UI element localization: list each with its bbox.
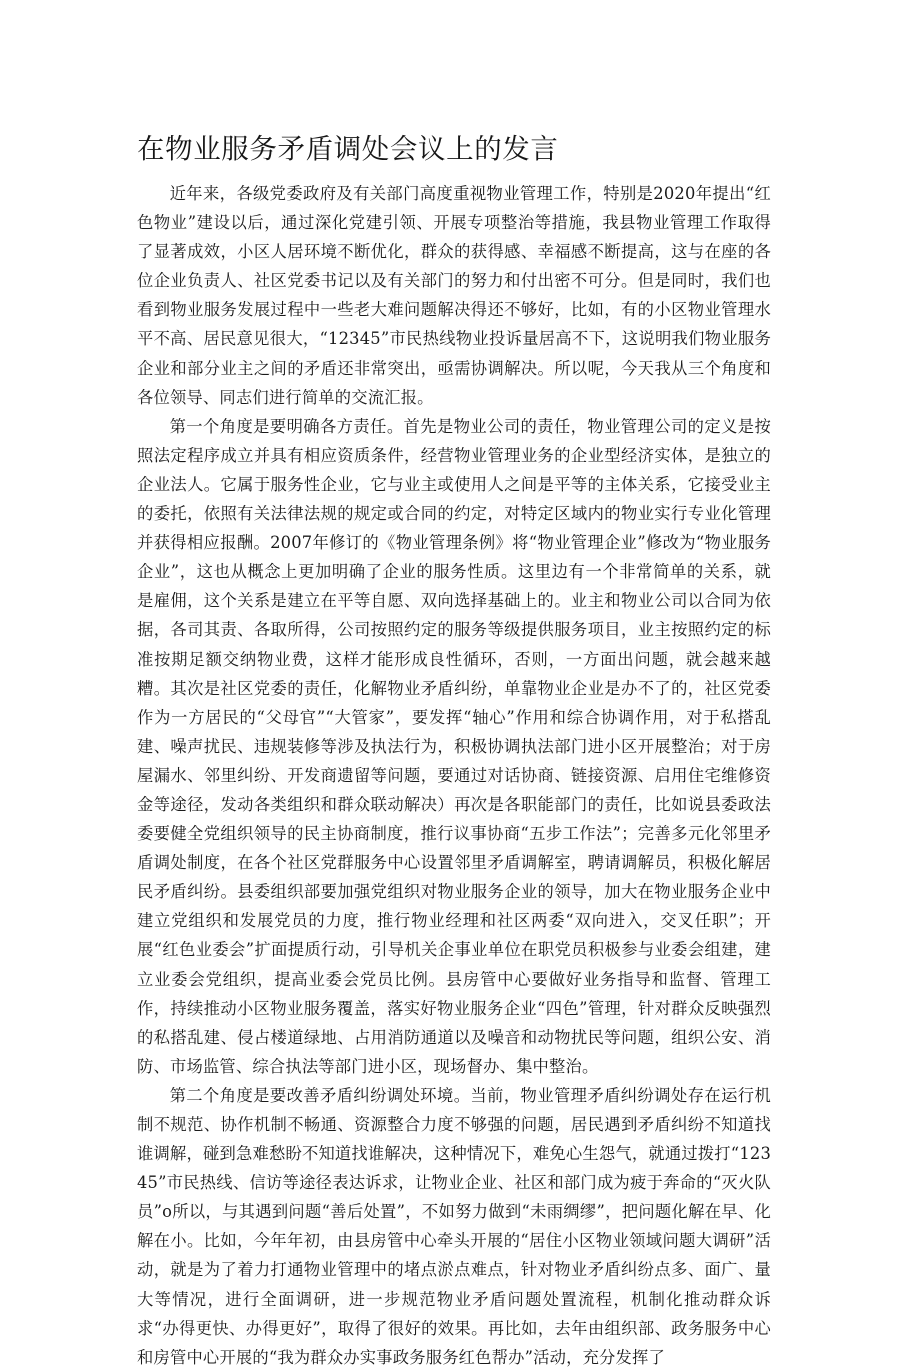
paragraph-responsibilities: 第一个角度是要明确各方责任。首先是物业公司的责任，物业管理公司的定义是按照法定程序成立并具有相应资质条件，经营物业管理业务的企业型经济实体，是独立的企业法人。它属于服务性企业，它与业主或使用人之间是平等的主体关系，它接受业主的委托，依照有关法律法规的规定或合同的约定，对特定区域内的物业实行专业化管理并获得相应报酬。2007年修订的《物业管理条例》将“物业管理企业”修改为“物业服务企业”，这也从概念上更加明确了企业的服务性质。这里边有一个非常简单的关系，就是雇佣，这个关系是建立在平等自愿、双向选择基础上的。业主和物业公司以合同为依据，各司其责、各取所得，公司按照约定的服务等级提供服务项目，业主按照约定的标准按期足额交纳物业费，这样才能形成良性循环，否则，一方面出问题，就会越来越糟。其次是社区党委的责任，化解物业矛盾纠纷，单靠物业企业是办不了的，社区党委作为一方居民的“父母官”“大管家”，要发挥“轴心”作用和综合协调作用，对于私搭乱建、噪声扰民、违规装修等涉及执法行为，积极协调执法部门进小区开展整治；对于房屋漏水、邻里纠纷、开发商遗留等问题，要通过对话协商、链接资源、启用住宅维修资金等途径，发动各类组织和群众联动解决）再次是各职能部门的责任，比如说县委政法委要健全党组织领导的民主协商制度，推行议事协商“五步工作法”；完善多元化邻里矛盾调处制度，在各个社区党群服务中心设置邻里矛盾调解室，聘请调解员，积极化解居民矛盾纠纷。县委组织部要加强党组织对物业服务企业的领导，加大在物业服务企业中建立党组织和发展党员的力度，推行物业经理和社区两委“双向进入，交叉任职”；开展“红色业委会”扩面提质行动，引导机关企事业单位在职党员积极参与业委会组建，建立业委会党组织，提高业委会党员比例。县房管中心要做好业务指导和监督、管理工作，持续推动小区物业服务覆盖，落实好物业服务企业“四色”管理，针对群众反映强烈的私搭乱建、侵占楼道绿地、占用消防通道以及噪音和动物扰民等问题，组织公安、消防、市场监管、综合执法等部门进小区，现场督办、集中整治。: [137, 416, 771, 1076]
paragraph-dispute-environment: 第二个角度是要改善矛盾纠纷调处环境。当前，物业管理矛盾纠纷调处存在运行机制不规范、协作机制不畅通、资源整合力度不够强的问题，居民遇到矛盾纠纷不知道找谁调解，碰到急难愁盼不知道找谁解决，这种情况下，难免心生怨气，就通过拨打“12345”市民热线、信访等途径表达诉求，让物业企业、社区和部门成为疲于奔命的“灭火队员”o所以，与其遇到问题“善后处置”，不如努力做到“未雨绸缪”，把问题化解在早、化解在小。比如，今年年初，由县房管中心牵头开展的“居住小区物业领域问题大调研”活动，就是为了着力打通物业管理中的堵点淤点难点，针对物业矛盾纠纷点多、面广、量大等情况，进行全面调研，进一步规范物业矛盾问题处置流程，机制化推动群众诉求“办得更快、办得更好”，取得了很好的效果。再比如，去年由组织部、政务服务中心和房管中心开展的“我为群众办实事政务服务红色帮办”活动，充分发挥了: [137, 1085, 771, 1367]
paragraph-intro: 近年来，各级党委政府及有关部门高度重视物业管理工作，特别是2020年提出“红色物业”建设以后，通过深化党建引领、开展专项整治等措施，我县物业管理工作取得了显著成效，小区人居环境不断优化，群众的获得感、幸福感不断提高，这与在座的各位企业负责人、社区党委书记以及有关部门的努力和付出密不可分。但是同时，我们也看到物业服务发展过程中一些老大难问题解决得还不够好，比如，有的小区物业管理水平不高、居民意见很大，“12345”市民热线物业投诉量居高不下，这说明我们物业服务企业和部分业主之间的矛盾还非常突出，亟需协调解决。所以呢，今天我从三个角度和各位领导、同志们进行简单的交流汇报。: [137, 184, 771, 407]
document-title: 在物业服务矛盾调处会议上的发言: [137, 133, 559, 165]
document-body: [137, 179, 771, 1372]
